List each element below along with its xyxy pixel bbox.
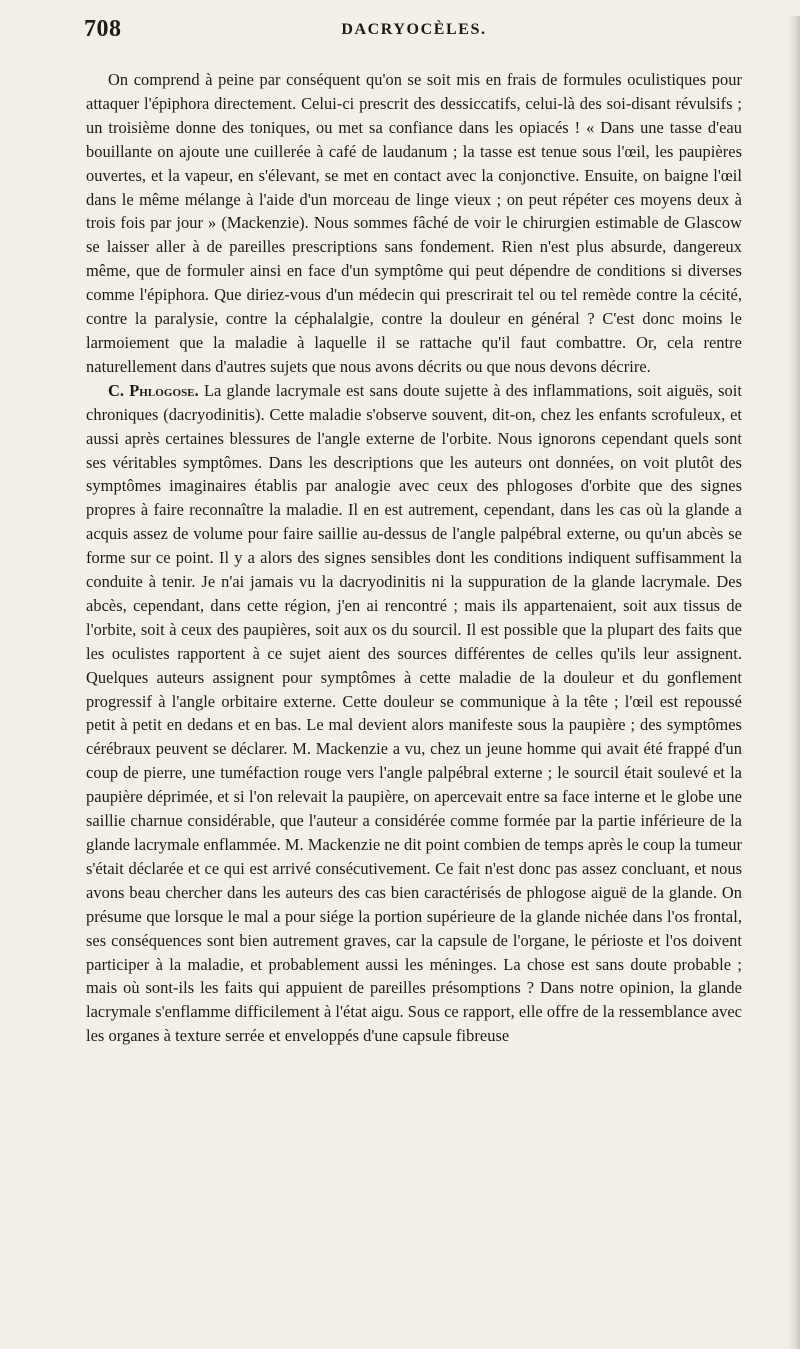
paragraph-text: On comprend à peine par conséquent qu'on se soit mis en frais de formules oculistiques pour attaquer l'épiphora directement. Celui-ci prescrit des dessiccatifs, celui-là des soi-disant révulsifs ; un troisième donne des toniques, ou met sa confiance dans les opiacés ! « Dans une tasse d'eau bouillante on ajoute une cuillerée à café de laudanum ; la tasse est tenue sous l'œil, les paupières ouvertes, et la vapeur, en s'élevant, se met en contact avec la conjonctive. Ensuite, on baigne l'œil dans le même mélange à l'aide d'un morceau de linge vieux ; on peut répéter ces moyens deux à trois fois par jour » (Mackenzie). Nous sommes fâché de voir le chirurgien estimable de Glascow se laisser aller à de pareilles prescriptions sans fondement. Rien n'est plus absurde, dangereux même, que de formuler ainsi en face d'un symptôme qui peut dépendre de conditions si diverses comme l'épiphora. Que diriez-vous d'un médecin qui prescrirait tel ou tel remède contre la cécité, contre la paralysie, contre la céphalalgie, contre la douleur en général ? C'est donc moins le larmoiement que la maladie à laquelle il se rattache qu'il faut combattre. Or, cela rentre naturellement dans d'autres sujets que nous avons décrits ou que nous devons décrire. xyxy=(86,70,742,376)
paragraph-phlogose xyxy=(86,379,742,1048)
body-text xyxy=(86,68,742,1048)
page-number: 708 xyxy=(84,16,122,42)
book-page xyxy=(0,16,800,1349)
paragraph-text: La glande lacrymale est sans doute sujette à des inflammations, soit aiguës, soit chroniques (dacryodinitis). Cette maladie s'observe souvent, dit-on, chez les enfants scrofuleux, et aussi après certaines blessures de l'angle externe de l'orbite. Nous ignorons cependant quels sont ses véritables symptômes. Dans les descriptions que les auteurs ont données, on voit plutôt des symptômes imaginaires établis par analogie avec ceux des phlogoses d'orbite que des signes propres à faire reconnaître la maladie. Il en est autrement, cependant, dans les cas où la glande a acquis assez de volume pour faire saillie au-dessus de l'angle palpébral externe, ou qu'un abcès se forme sur ce point. Il y a alors des signes sensibles dont les conditions indiquent suffisamment la conduite à tenir. Je n'ai jamais vu la dacryodinitis ni la suppuration de la glande lacrymale. Des abcès, cependant, dans cette région, j'en ai rencontré ; mais ils appartenaient, soit aux tissus de l'orbite, soit à ceux des paupières, soit aux os du sourcil. Il est possible que la plupart des faits que les oculistes rapportent à ce sujet aient des sources différentes de celles qu'ils leur assignent. Quelques auteurs assignent pour symptômes à cette maladie de la douleur et du gonflement progressif à l'angle orbitaire externe. Cette douleur se communique à la tête ; l'œil est repoussé petit à petit en dedans et en bas. Le mal devient alors manifeste sous la paupière ; des symptômes cérébraux peuvent se déclarer. M. Mackenzie a vu, chez un jeune homme qui avait été frappé d'un coup de pierre, une tuméfaction rouge vers l'angle palpébral externe ; le sourcil était soulevé et la paupière déprimée, et si l'on relevait la paupière, on apercevait entre sa face interne et le globe une saillie charnue considérable, que l'auteur a considérée comme formée par la partie inférieure de la glande lacrymale enflammée. M. Mackenzie ne dit point combien de temps après le coup la tumeur s'était déclarée et ce qui est arrivé consécutivement. Ce fait n'est donc pas assez concluant, et nous avons beau chercher dans les auteurs des cas bien caractérisés de phlogose aiguë de la glande. On présume que lorsque le mal a pour siége la portion supérieure de la glande nichée dans l'os frontal, ses conséquences sont bien autrement graves, car la capsule de l'organe, le périoste et l'os doivent participer à la maladie, et probablement aussi les méninges. La chose est sans doute probable ; mais où sont-ils les faits qui appuient de pareilles présomptions ? Dans notre opinion, la glande lacrymale s'enflamme difficilement à l'état aigu. Sous ce rapport, elle offre de la ressemblance avec les organes à texture serrée et enveloppés d'une capsule fibreuse xyxy=(86,380,743,1046)
page-header xyxy=(86,16,742,66)
section-label-phlogose: C. Phlogose. xyxy=(108,380,199,400)
paragraph-epiphora xyxy=(86,68,742,379)
running-title: DACRYOCÈLES. xyxy=(341,21,487,38)
page-binding-edge xyxy=(788,16,800,1349)
